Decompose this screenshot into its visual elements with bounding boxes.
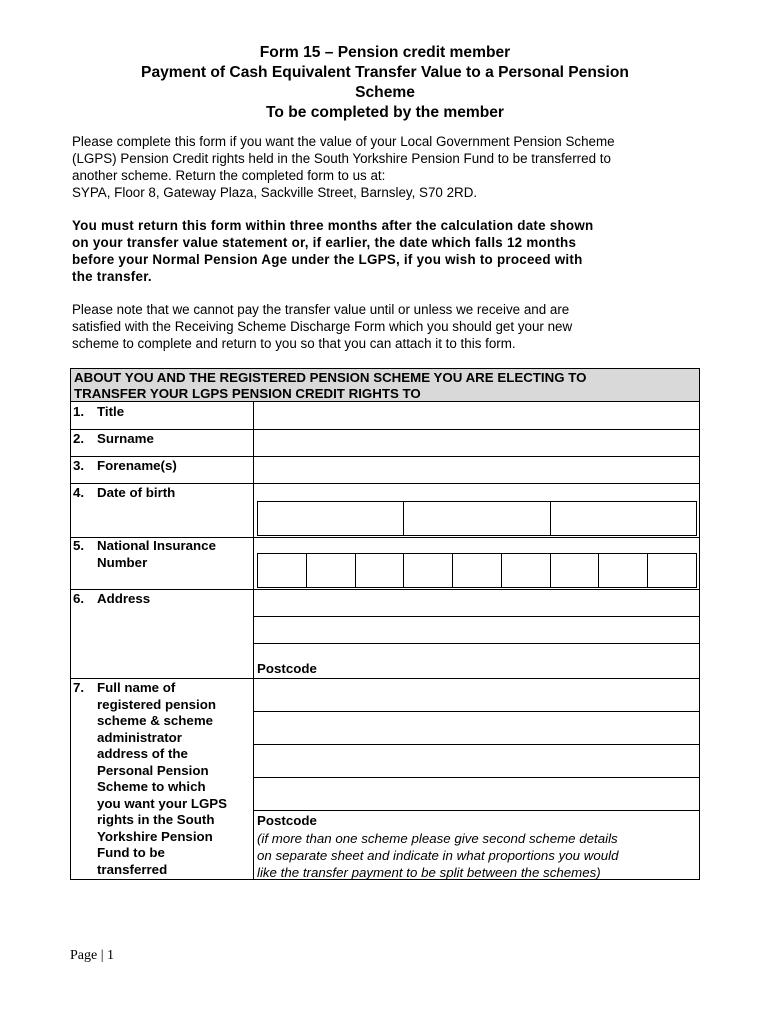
ni-char-box[interactable] <box>599 554 648 587</box>
form-subtitle-cont: Scheme <box>355 84 415 101</box>
title-label: 1. Title <box>73 404 125 419</box>
address-label: 6. Address <box>73 591 151 606</box>
page-number: Page | 1 <box>70 948 115 963</box>
ni-char-box[interactable] <box>258 554 307 587</box>
scheme-name-field[interactable] <box>255 679 697 710</box>
surname-label: 2. Surname <box>73 431 154 446</box>
address-line-divider <box>253 643 699 644</box>
scheme-address-line-3-field[interactable] <box>255 778 697 809</box>
deadline-warning: You must return this form within three months after the calculation date shown on your transfer value statement or, if earlier, the date which falls 12 months before your Normal Pension Age under the LGPS, if you wish to proceed with the transfer. <box>72 218 594 284</box>
discharge-form-note: Please note that we cannot pay the transfer value until or unless we receive and are satisfied with the Receiving Scheme Discharge Form which you should get your new scheme to complete and return to you so that you can attach it to this form. <box>72 302 573 351</box>
member-details-table <box>70 368 700 880</box>
scheme-postcode-label: Postcode <box>257 813 317 828</box>
form-instruction-title: To be completed by the member <box>266 104 504 121</box>
dob-day-box[interactable] <box>258 502 404 535</box>
scheme-label: 7. Full name of registered pension scheme & scheme administrator address of the Personal Pension Scheme to which you want your LGPS rights in the South Yorkshire Pension Fund to be transferred <box>73 680 228 877</box>
form-subtitle: Payment of Cash Equivalent Transfer Value to a Personal Pension <box>141 64 629 81</box>
forenames-field[interactable] <box>255 457 697 482</box>
multiple-schemes-note: (if more than one scheme please give second scheme details on separate sheet and indicate in what proportions you would like the transfer payment to be split between the schemes) <box>257 831 619 880</box>
ni-char-box[interactable] <box>551 554 600 587</box>
title-field[interactable] <box>255 403 697 428</box>
column-divider <box>253 402 254 880</box>
form-title: Form 15 – Pension credit member <box>259 44 511 61</box>
ni-char-box[interactable] <box>648 554 696 587</box>
ni-char-box[interactable] <box>356 554 405 587</box>
ni-char-box[interactable] <box>453 554 502 587</box>
forenames-label: 3. Forename(s) <box>73 458 177 473</box>
ni-char-box[interactable] <box>404 554 453 587</box>
dob-label: 4. Date of birth <box>73 485 176 500</box>
surname-field[interactable] <box>255 430 697 455</box>
ni-char-box[interactable] <box>307 554 356 587</box>
scheme-address-line-2-field[interactable] <box>255 745 697 776</box>
dob-boxes <box>257 501 697 536</box>
dob-month-box[interactable] <box>404 502 550 535</box>
scheme-address-line-1-field[interactable] <box>255 712 697 743</box>
scheme-line-divider <box>253 810 699 811</box>
ni-boxes <box>257 553 697 588</box>
ni-label: 5. National Insurance Number <box>73 538 216 570</box>
row-divider <box>71 483 699 484</box>
ni-char-box[interactable] <box>502 554 551 587</box>
address-postcode-label: Postcode <box>257 661 317 676</box>
address-line-1-field[interactable] <box>255 590 697 615</box>
address-line-2-field[interactable] <box>255 617 697 642</box>
intro-paragraph: Please complete this form if you want the value of your Local Government Pension Scheme (LGPS) Pension Credit rights held in the South Yorkshire Pension Fund to be transferred to another scheme. Return the completed form to us at: SYPA, Floor 8, Gateway Plaza, Sackville Street, Barnsley, S70 2RD. <box>72 134 615 200</box>
table-header: ABOUT YOU AND THE REGISTERED PENSION SCHEME YOU ARE ELECTING TO TRANSFER YOUR LGPS PENSION CREDIT RIGHTS TO <box>71 369 699 402</box>
dob-year-box[interactable] <box>551 502 696 535</box>
